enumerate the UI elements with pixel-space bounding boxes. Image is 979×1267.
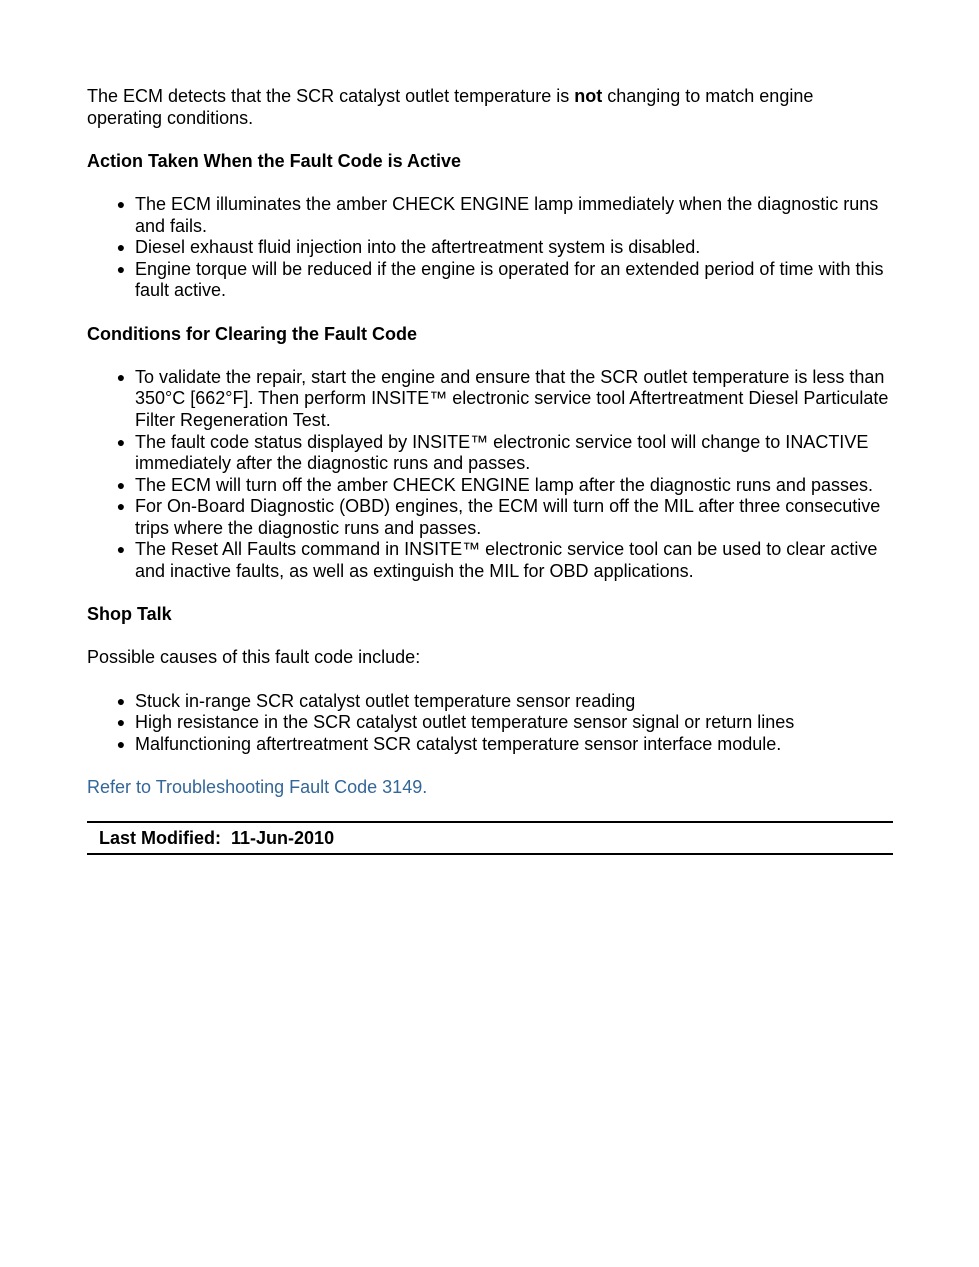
bullet-icon: ●: [116, 260, 126, 277]
bullet-icon: ●: [116, 433, 126, 450]
last-modified-date: 11-Jun-2010: [231, 827, 335, 848]
bullet-icon: ●: [116, 476, 126, 493]
intro-text-after: changing to match engine operating conditions.: [87, 86, 814, 128]
list-item: ● The Reset All Faults command in INSITE™ electronic service tool can be used to clear active and inactive faults, as well as extinguish the MIL for OBD applications.: [116, 539, 878, 582]
bullet-icon: ●: [116, 735, 126, 752]
last-modified-label: Last Modified:: [99, 827, 221, 848]
intro-paragraph: [87, 86, 893, 129]
list-item: ● Malfunctioning aftertreatment SCR catalyst temperature sensor interface module.: [116, 733, 782, 754]
list-item: ● The ECM will turn off the amber CHECK ENGINE lamp after the diagnostic runs and passes.: [116, 474, 873, 495]
bullet-icon: ●: [116, 239, 126, 256]
shop-talk-heading: Shop Talk: [87, 604, 172, 625]
last-modified-bar: [87, 821, 893, 856]
bullet-icon: ●: [116, 498, 126, 515]
clearing-heading: Conditions for Clearing the Fault Code: [87, 323, 417, 344]
list-item: ● Stuck in-range SCR catalyst outlet temperature sensor reading: [116, 690, 636, 711]
clearing-list: [87, 367, 893, 583]
list-item: ● The fault code status displayed by INSITE™ electronic service tool will change to INACTIVE immediately after the diagnostic runs and passes.: [116, 431, 869, 474]
bullet-icon: ●: [116, 368, 126, 385]
intro-text-before: The ECM detects that the SCR catalyst outlet temperature is: [87, 86, 575, 106]
list-item: ● Engine torque will be reduced if the engine is operated for an extended period of time with this fault active.: [116, 258, 884, 301]
shop-talk-text: Possible causes of this fault code include:: [87, 647, 421, 668]
causes-list: [87, 691, 893, 756]
bullet-icon: ●: [116, 714, 126, 731]
action-list: [87, 194, 893, 302]
action-heading: Action Taken When the Fault Code is Active: [87, 150, 462, 171]
list-item: ● To validate the repair, start the engine and ensure that the SCR outlet temperature is less than 350°C [662°F]. Then perform INSITE™ electronic service tool Aftertreatment Diesel Particulate Filter Regeneration Test.: [116, 366, 889, 430]
bullet-icon: ●: [116, 541, 126, 558]
troubleshooting-link[interactable]: Refer to Troubleshooting Fault Code 3149.: [87, 777, 428, 797]
list-item: ● For On-Board Diagnostic (OBD) engines, the ECM will turn off the MIL after three consecutive trips where the diagnostic runs and passes.: [116, 496, 881, 538]
bullet-icon: ●: [116, 195, 126, 212]
list-item: ● The ECM illuminates the amber CHECK ENGINE lamp immediately when the diagnostic runs and fails.: [116, 193, 879, 236]
intro-emphasis: not: [574, 86, 603, 106]
list-item: ● Diesel exhaust fluid injection into the aftertreatment system is disabled.: [116, 237, 701, 258]
bullet-icon: ●: [116, 692, 126, 709]
document-page: [87, 86, 893, 855]
list-item: ● High resistance in the SCR catalyst outlet temperature sensor signal or return lines: [116, 712, 795, 733]
